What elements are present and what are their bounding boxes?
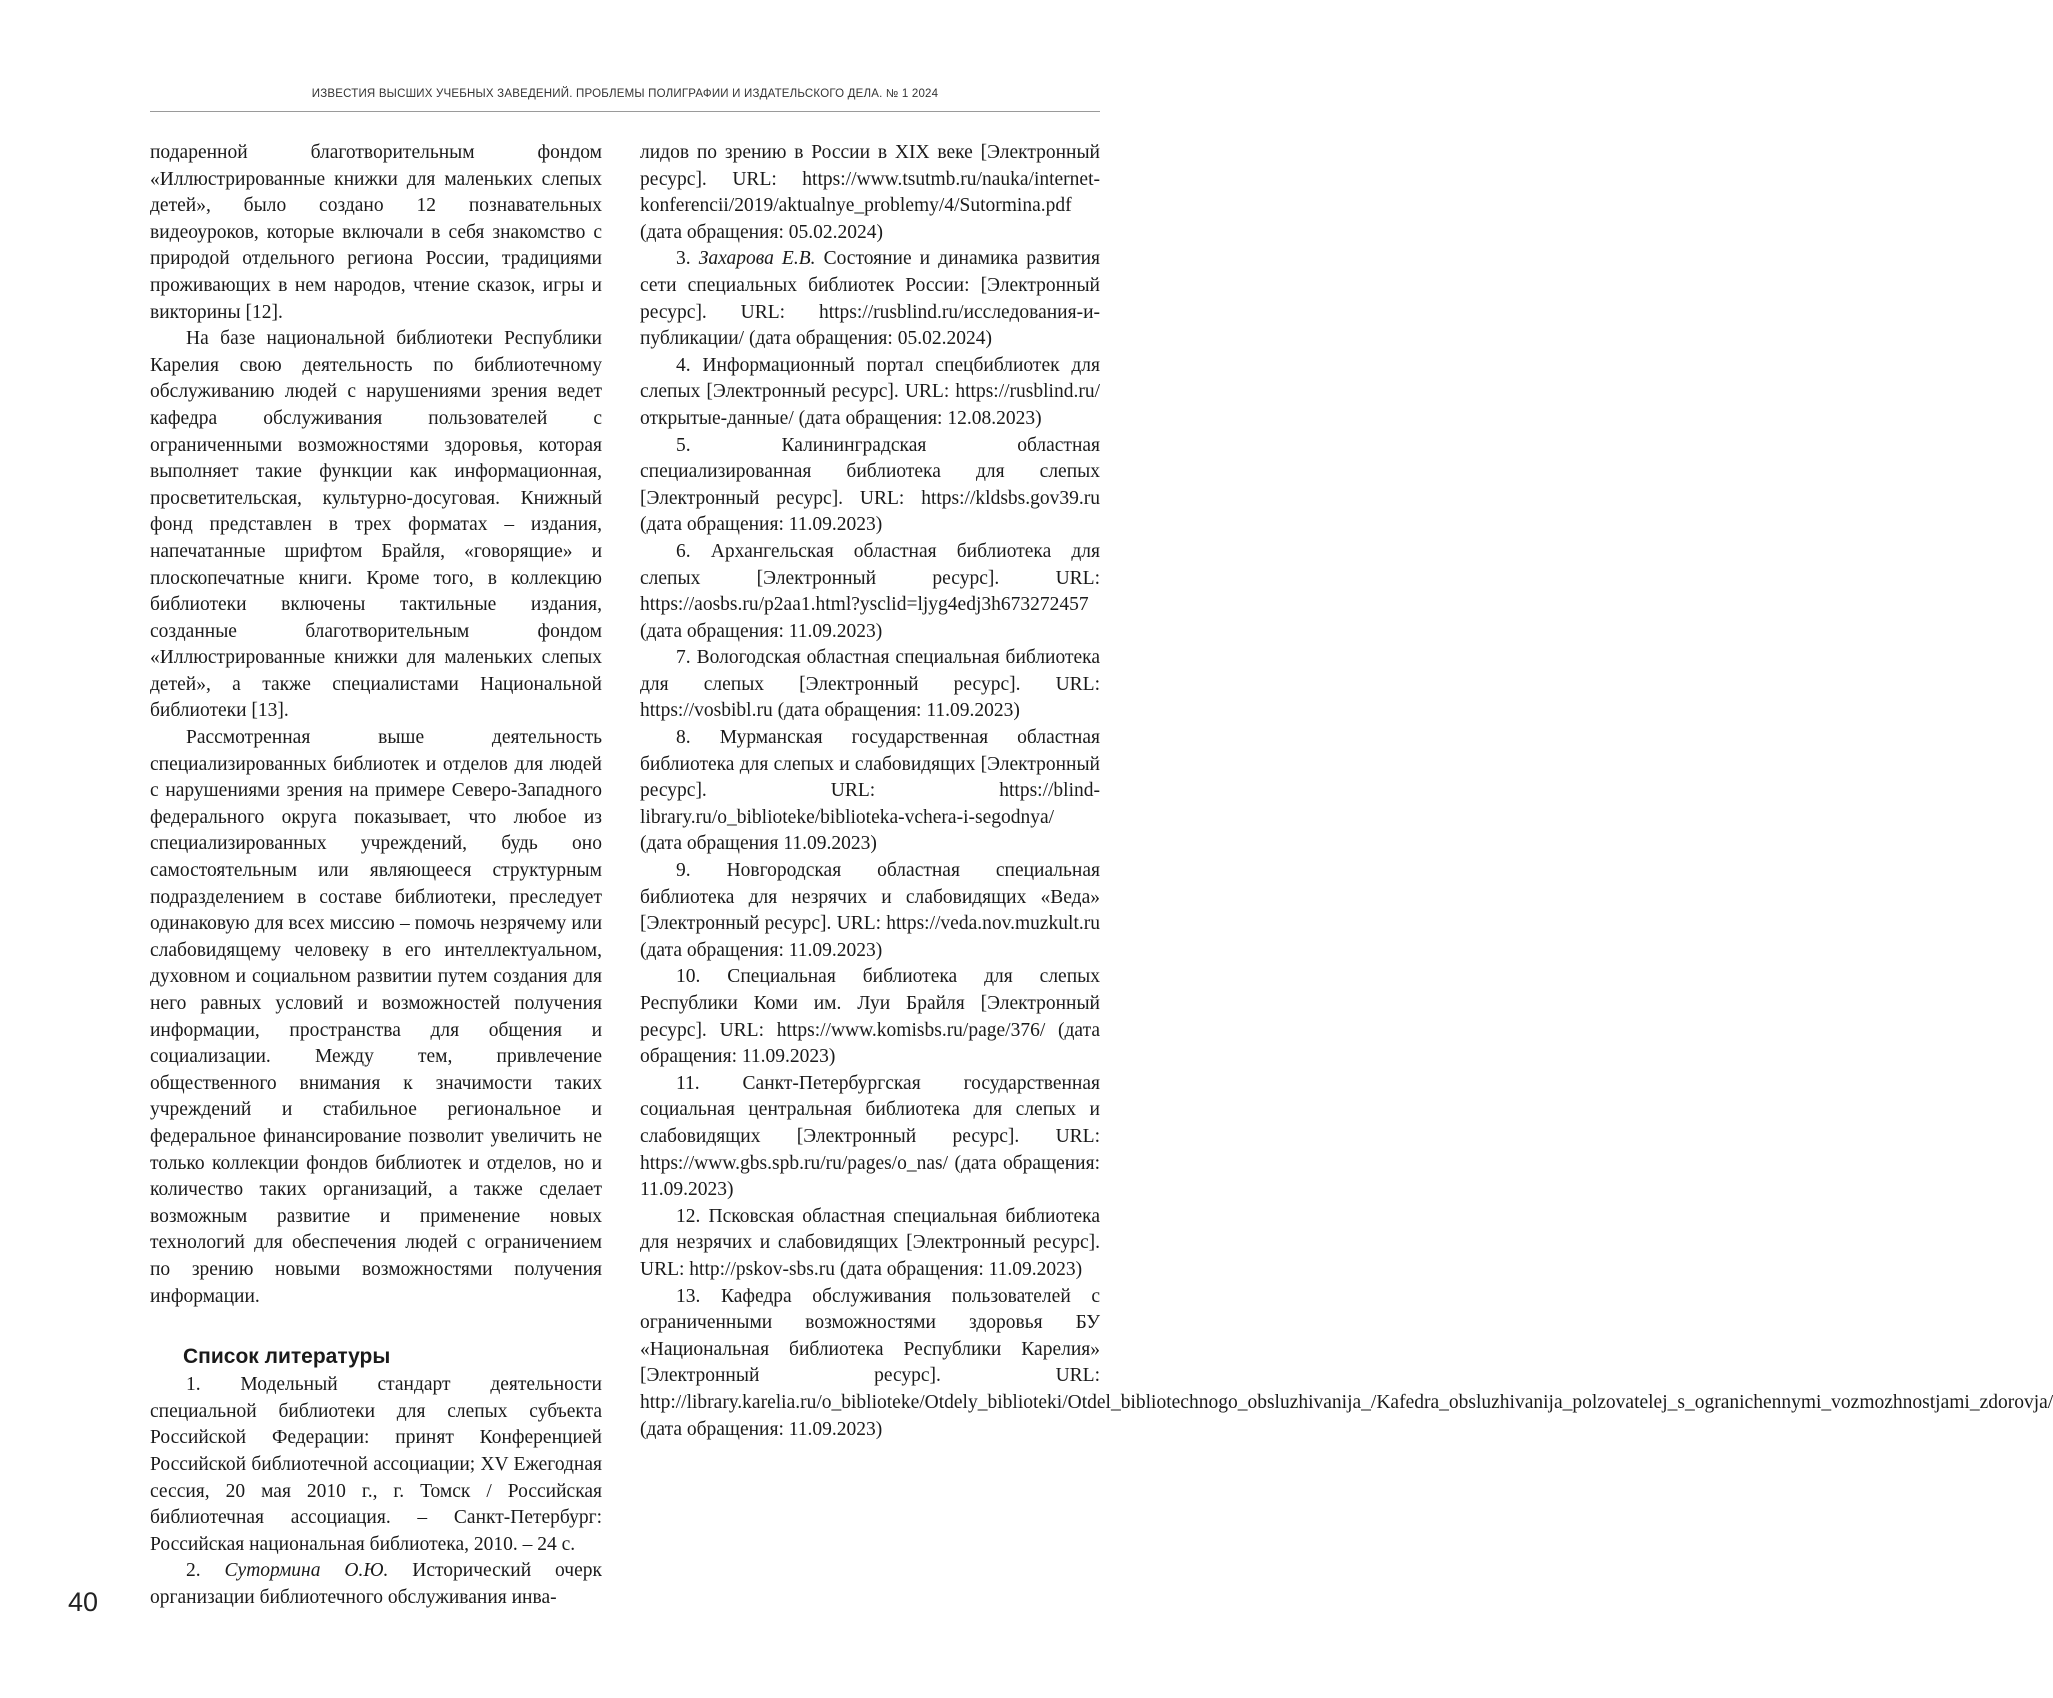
reference-item: 6. Архангельская областная библиотека для слепых [Электронный ресурс]. URL: https://aosbs.ru/p2aa1.html?ysclid=ljyg4edj3h673272457 (дата обращения: 11.09.2023)	[640, 540, 1100, 642]
reference-item: 13. Кафедра обслуживания пользователей с ограниченными возможностями здоровья БУ «Национальная библиотека Республики Карелия» [Электронный ресурс]. URL: http://library.karelia.ru/o_biblioteke/Otdely_biblioteki/Otdel_bibliotechnogo_obsluzhivanija_/Kafedra_obsluzhivanija_polzovatelej_s_ogranichennymi_vozmozhnostjami_zdorovja/ (дата обращения: 11.09.2023)	[640, 1285, 2053, 1440]
reference-item: 1. Модельный стандарт деятельности специальной библиотеки для слепых субъекта Российской Федерации: принят Конференцией Российской библиотечной ассоциации; XV Ежегодная сессия, 20 мая 2010 г., г. Томск / Российская библиотечная ассоциация. – Санкт-Петербург: Российская национальная библиотека, 2010. – 24 с.	[150, 1374, 602, 1555]
reference-number: 3.	[676, 248, 691, 270]
reference-item: 7. Вологодская областная специальная библиотека для слепых [Электронный ресурс]. URL: https://vosbibl.ru (дата обращения: 11.09.2023)	[640, 647, 1100, 722]
body-paragraph: Рассмотренная выше деятельность специализированных библиотек и отделов для людей с нарушениями зрения на примере Северо-Западного федерального округа показывает, что любое из специализированных учреждений, будь оно самостоятельным или являющееся структурным подразделением в составе библиотеки, преследует одинаковую для всех миссию – помочь незрячему или слабовидящему человеку в его интеллектуальном, духовном и социальном развитии путем создания для него равных условий и возможностей получения информации, пространства для общения и социализации. Между тем, привлечение общественного внимания к значимости таких учреждений и стабильное региональное и федеральное финансирование позволит увеличить не только коллекции фондов библиотек и отделов, но и количество таких организаций, а также сделает возможным развитие и применение новых технологий для обеспечения людей с ограничением по зрению новыми возможностями получения информации.	[150, 727, 602, 1307]
reference-text: Исторический очерк организации библиотечного обслуживания инва-	[150, 1560, 602, 1608]
reference-item: 10. Специальная библиотека для слепых Республики Коми им. Луи Брайля [Электронный ресурс]. URL: https://www.komisbs.ru/page/376/ (дата обращения: 11.09.2023)	[640, 966, 1100, 1068]
reference-author: Захарова Е.В.	[698, 248, 816, 270]
reference-author: Сутормина О.Ю.	[224, 1560, 389, 1582]
reference-item: 8. Мурманская государственная областная библиотека для слепых и слабовидящих [Электронный ресурс]. URL: https://blind-library.ru/o_biblioteke/biblioteka-vchera-i-segodnya/ (дата обращения 11.09.2023)	[640, 727, 1100, 855]
reference-item	[150, 1558, 602, 1611]
reference-item: 12. Псковская областная специальная библиотека для незрячих и слабовидящих [Электронный ресурс]. URL: http://pskov-sbs.ru (дата обращения: 11.09.2023)	[640, 1205, 1100, 1280]
body-paragraph: На базе национальной библиотеки Республики Карелия свою деятельность по библиотечному обслуживанию людей с нарушениями зрения ведет кафедра обслуживания пользователей с ограниченными возможностями здоровья, которая выполняет такие функции как информационная, просветительская, культурно-досуговая. Книжный фонд представлен в трех форматах – издания, напечатанные шрифтом Брайля, «говорящие» и плоскопечатные книги. Кроме того, в коллекцию библиотеки включены тактильные издания, созданные благотворительным фондом «Иллюстрированные книжки для маленьких слепых детей», а также специалистами Национальной библиотеки [13].	[150, 328, 602, 722]
reference-item: 5. Калининградская областная специализированная библиотека для слепых [Электронный ресурс]. URL: https://kldsbs.gov39.ru (дата обращения: 11.09.2023)	[640, 434, 1100, 536]
running-header: ИЗВЕСТИЯ ВЫСШИХ УЧЕБНЫХ ЗАВЕДЕНИЙ. ПРОБЛЕМЫ ПОЛИГРАФИИ И ИЗДАТЕЛЬСКОГО ДЕЛА. № 1 2024	[311, 88, 939, 100]
reference-item: 4. Информационный портал спецбиблиотек для слепых [Электронный ресурс]. URL: https://rusblind.ru/открытые-данные/ (дата обращения: 12.08.2023)	[640, 354, 1100, 429]
left-column	[150, 140, 602, 1611]
reference-item: 11. Санкт-Петербургская государственная социальная центральная библиотека для слепых и слабовидящих [Электронный ресурс]. URL: https://www.gbs.spb.ru/ru/pages/o_nas/ (дата обращения: 11.09.2023)	[640, 1072, 1100, 1201]
reference-text: Состояние и динамика развития сети специальных библиотек России: [Электронный ресурс]. URL: https://rusblind.ru/исследования-и-публикации/ (дата обращения: 05.02.2024)	[640, 248, 1100, 350]
right-column	[640, 140, 2053, 1443]
page-number: 40	[68, 1587, 99, 1617]
reference-item-continued: лидов по зрению в России в XIX веке [Электронный ресурс]. URL: https://www.tsutmb.ru/nauka/internet-konferencii/2019/aktualnye_problemy/4/Sutormina.pdf (дата обращения: 05.02.2024)	[640, 142, 1100, 243]
reference-item	[640, 246, 1100, 352]
reference-item: 9. Новгородская областная специальная библиотека для незрячих и слабовидящих «Веда» [Электронный ресурс]. URL: https://veda.nov.muzkult.ru (дата обращения: 11.09.2023)	[640, 860, 1100, 961]
references-heading: Список литературы	[183, 1345, 391, 1369]
reference-number: 2.	[186, 1560, 201, 1582]
body-paragraph: подаренной благотворительным фондом «Иллюстрированные книжки для маленьких слепых детей», было создано 12 познавательных видеоуроков, которые включали в себя знакомство с природой отдельного региона России, традициями проживающих в нем народов, чтение сказок, игры и викторины [12].	[150, 142, 602, 323]
header-divider	[150, 111, 1100, 112]
